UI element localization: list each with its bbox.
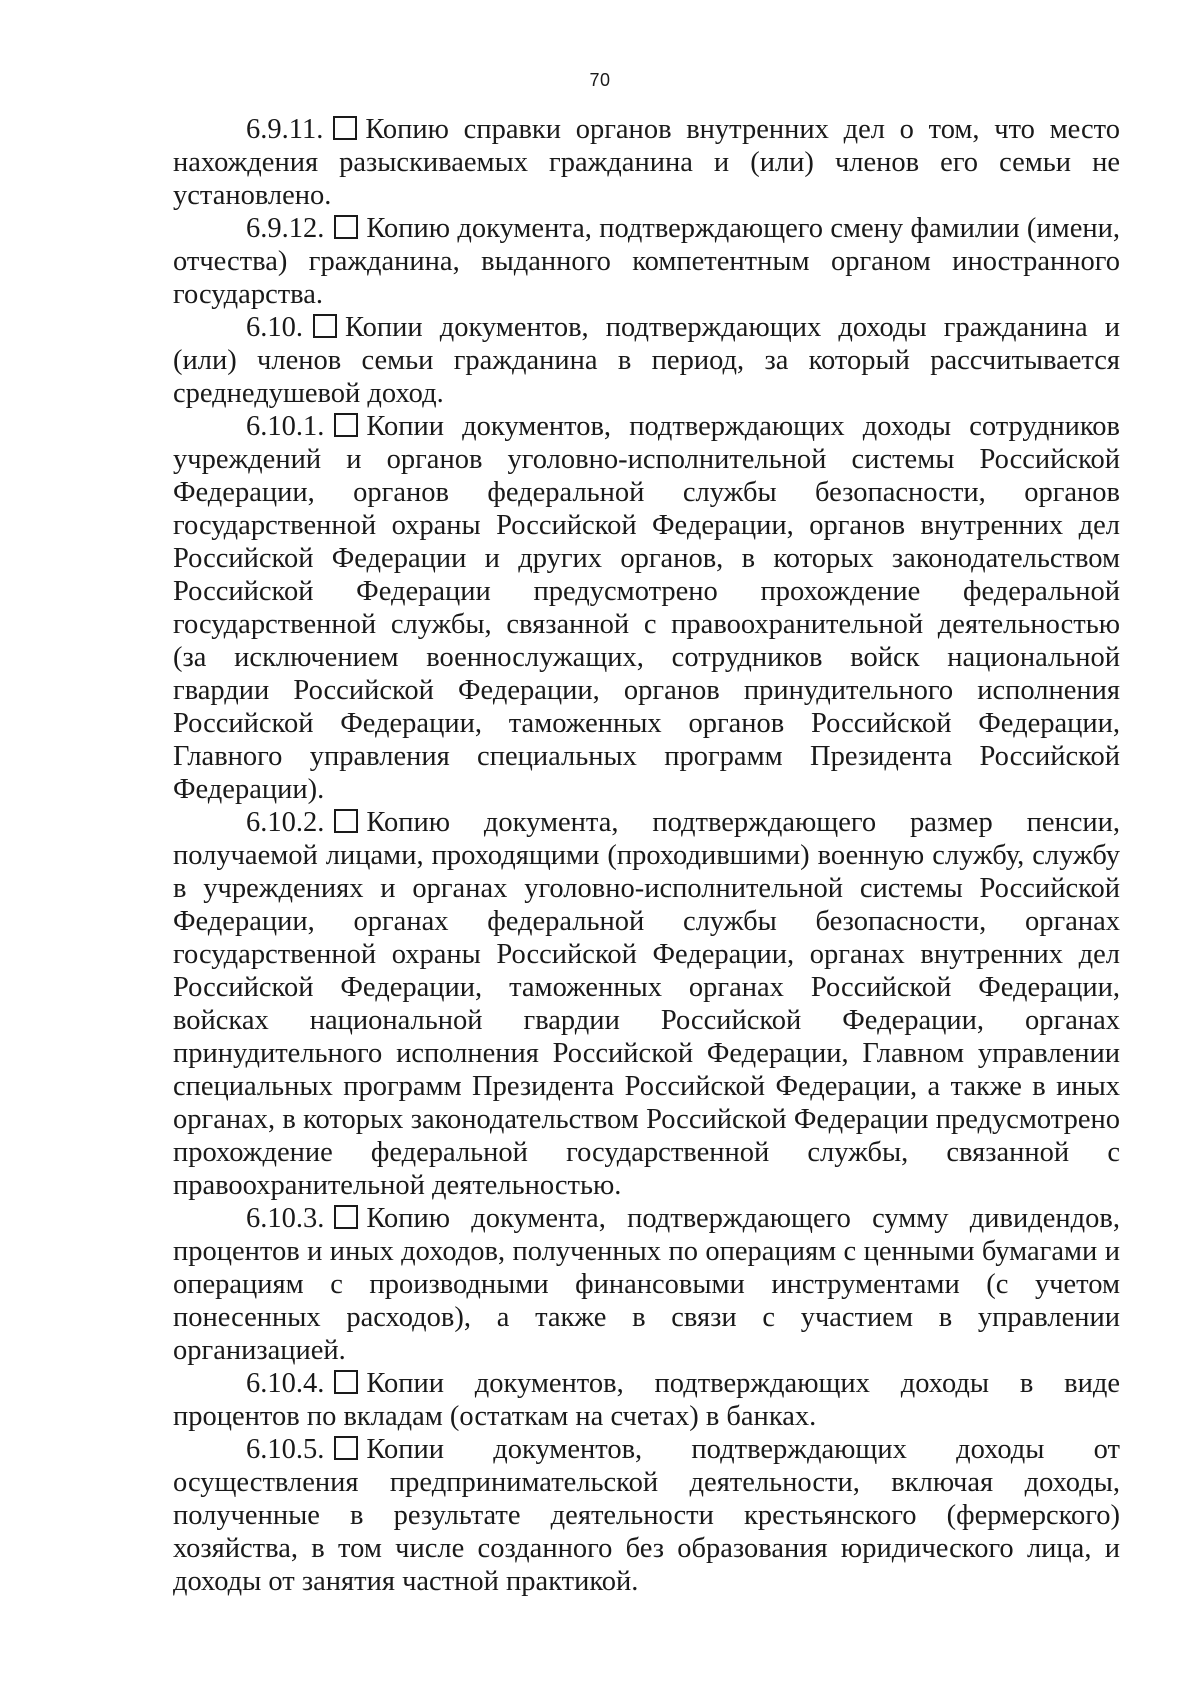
list-item-6-9-11: [173, 113, 1120, 212]
list-item-6-10-2: [173, 806, 1120, 1202]
item-number: 6.10.5.: [246, 1434, 325, 1465]
list-item-6-10-1: [173, 410, 1120, 806]
item-number: 6.9.12.: [246, 213, 325, 244]
item-text: Копию документа, подтверждающего смену фамилии (имени, отчества) гражданина, выданного компетентным органом иностранного государства.: [173, 213, 1120, 310]
list-item-6-10-4: [173, 1367, 1120, 1433]
page-number: 70: [589, 70, 611, 90]
item-text: Копию документа, подтверждающего сумму дивидендов, процентов и иных доходов, полученных по операциям с ценными бумагами и операциям с производными финансовыми инструментами (с учетом понесенных расходов), а также в связи с участием в управлении организацией.: [173, 1203, 1120, 1366]
item-number: 6.10.1.: [246, 411, 325, 442]
item-text: Копии документов, подтверждающих доходы гражданина и (или) членов семьи гражданина в период, за который рассчитывается среднедушевой доход.: [173, 312, 1120, 409]
item-text: Копии документов, подтверждающих доходы сотрудников учреждений и органов уголовно-исполнительной системы Российской Федерации, органов федеральной службы безопасности, органов государственной охраны Российской Федерации, органов внутренних дел Российской Федерации и других органов, в которых законодательством Российской Федерации предусмотрено прохождение федеральной государственной службы, связанной с правоохранительной деятельностью (за исключением военнослужащих, сотрудников войск национальной гвардии Российской Федерации, органов принудительного исполнения Российской Федерации, таможенных органов Российской Федерации, Главного управления специальных программ Президента Российской Федерации).: [173, 411, 1120, 805]
checkbox[interactable]: [313, 314, 337, 338]
document-body: [173, 113, 1120, 1598]
item-number: 6.9.11.: [246, 114, 324, 145]
list-item-6-9-12: [173, 212, 1120, 311]
checkbox[interactable]: [334, 1370, 358, 1394]
item-text: Копии документов, подтверждающих доходы от осуществления предпринимательской деятельности, включая доходы, полученные в результате деятельности крестьянского (фермерского) хозяйства, в том числе созданного без образования юридического лица, и доходы от занятия частной практикой.: [173, 1434, 1120, 1597]
item-text: Копию справки органов внутренних дел о том, что место нахождения разыскиваемых гражданина и (или) членов его семьи не установлено.: [173, 114, 1120, 211]
item-text: Копию документа, подтверждающего размер пенсии, получаемой лицами, проходящими (проходившими) военную службу, службу в учреждениях и органах уголовно-исполнительной системы Российской Федерации, органах федеральной службы безопасности, органах государственной охраны Российской Федерации, органах внутренних дел Российской Федерации, таможенных органах Российской Федерации, войсках национальной гвардии Российской Федерации, органах принудительного исполнения Российской Федерации, Главном управлении специальных программ Президента Российской Федерации, а также в иных органах, в которых законодательством Российской Федерации предусмотрено прохождение федеральной государственной службы, связанной с правоохранительной деятельностью.: [173, 807, 1120, 1201]
checkbox[interactable]: [333, 116, 357, 140]
list-item-6-10: [173, 311, 1120, 410]
checkbox[interactable]: [334, 1436, 358, 1460]
list-item-6-10-3: [173, 1202, 1120, 1367]
checkbox[interactable]: [334, 1205, 358, 1229]
item-number: 6.10.4.: [246, 1368, 325, 1399]
list-item-6-10-5: [173, 1433, 1120, 1598]
checkbox[interactable]: [334, 809, 358, 833]
item-text: Копии документов, подтверждающих доходы в виде процентов по вкладам (остаткам на счетах) в банках.: [173, 1368, 1120, 1432]
checkbox[interactable]: [334, 413, 358, 437]
item-number: 6.10.2.: [246, 807, 325, 838]
checkbox[interactable]: [334, 215, 358, 239]
item-number: 6.10.: [246, 312, 303, 343]
item-number: 6.10.3.: [246, 1203, 325, 1234]
